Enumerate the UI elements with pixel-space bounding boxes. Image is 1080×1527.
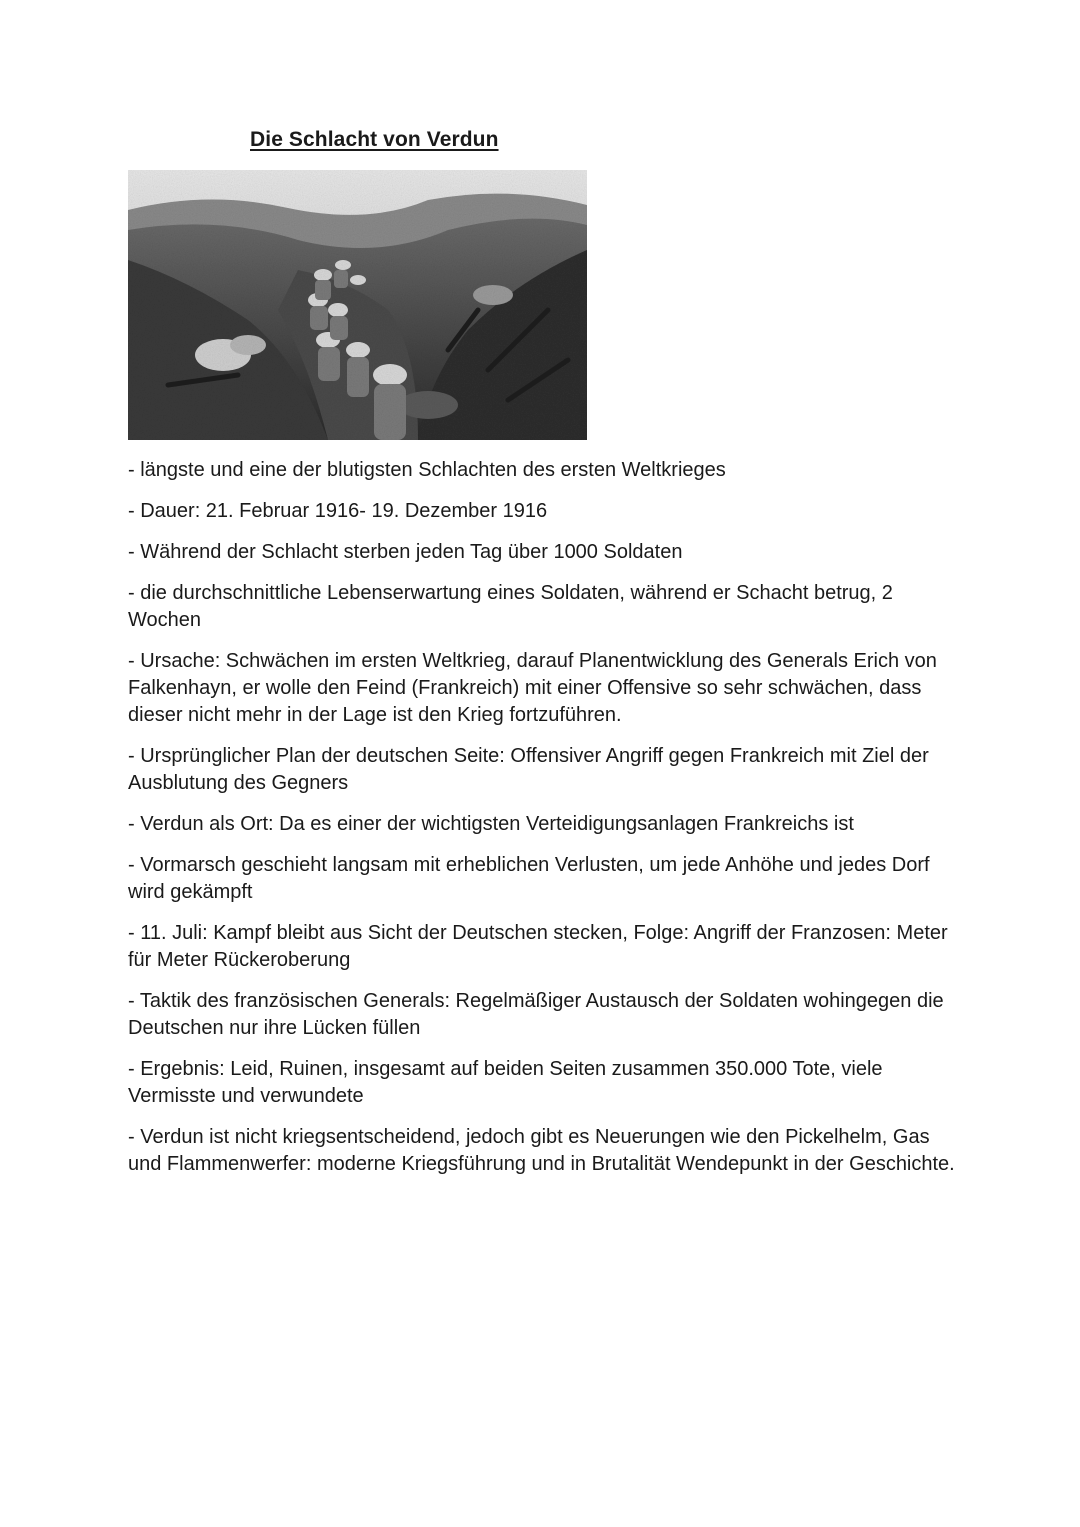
- list-item: - Dauer: 21. Februar 1916- 19. Dezember 1916: [128, 500, 548, 522]
- list-item: - 11. Juli: Kampf bleibt aus Sicht der Deutschen stecken, Folge: Angriff der Franzosen: Meter für Meter Rückeroberung: [128, 922, 948, 971]
- list-item: - Verdun ist nicht kriegsentscheidend, jedoch gibt es Neuerungen wie den Pickelhelm, Gas und Flammenwerfer: moderne Kriegsführung und in Brutalität Wendepunkt in der Geschichte.: [128, 1126, 955, 1175]
- list-item: - Ergebnis: Leid, Ruinen, insgesamt auf beiden Seiten zusammen 350.000 Tote, viele Vermisste und verwundete: [128, 1058, 883, 1107]
- list-item: - Taktik des französischen Generals: Regelmäßiger Austausch der Soldaten wohingegen die Deutschen nur ihre Lücken füllen: [128, 990, 944, 1039]
- list-item: - längste und eine der blutigsten Schlachten des ersten Weltkrieges: [128, 459, 726, 481]
- trench-soldiers-photo: [128, 170, 587, 440]
- bullet-list: [128, 457, 958, 1192]
- list-item: - die durchschnittliche Lebenserwartung eines Soldaten, während er Schacht betrug, 2 Wochen: [128, 582, 893, 631]
- list-item: - Verdun als Ort: Da es einer der wichtigsten Verteidigungsanlagen Frankreichs ist: [128, 813, 854, 835]
- page-title: Die Schlacht von Verdun: [250, 128, 499, 151]
- list-item: - Ursache: Schwächen im ersten Weltkrieg, darauf Planentwicklung des Generals Erich von Falkenhayn, er wolle den Feind (Frankreich) mit einer Offensive so sehr schwächen, dass dieser nicht mehr in der Lage ist den Krieg fortzuführen.: [128, 650, 937, 726]
- list-item: - Ursprünglicher Plan der deutschen Seite: Offensiver Angriff gegen Frankreich mit Ziel der Ausblutung des Gegners: [128, 745, 929, 794]
- list-item: - Während der Schlacht sterben jeden Tag über 1000 Soldaten: [128, 541, 683, 563]
- list-item: - Vormarsch geschieht langsam mit erheblichen Verlusten, um jede Anhöhe und jedes Dorf wird gekämpft: [128, 854, 930, 903]
